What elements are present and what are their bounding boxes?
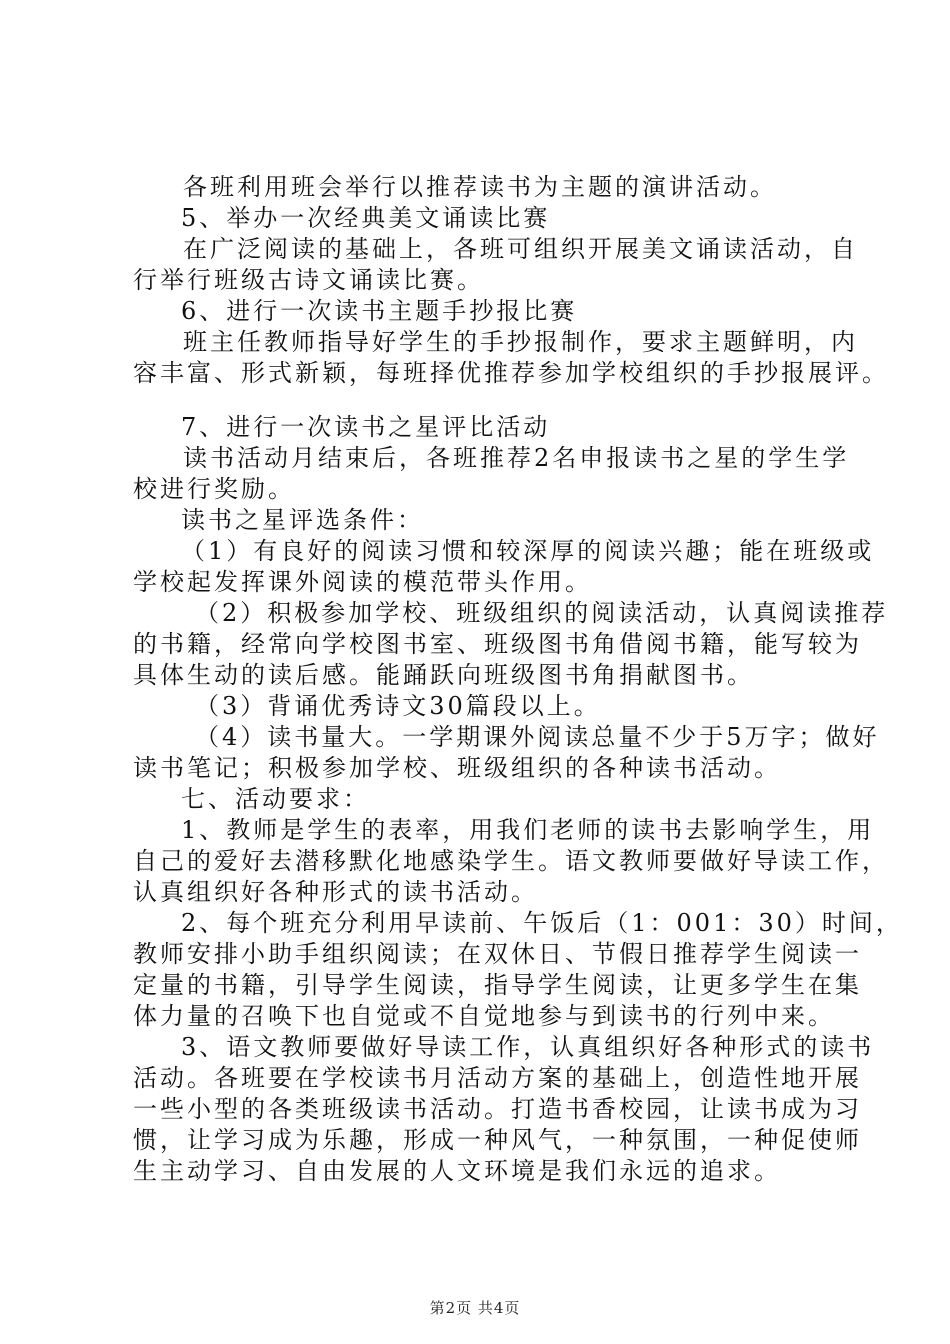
paragraph-line: 惯，让学习成为乐趣，形成一种风气，一种氛围，一种促使师 <box>133 1126 862 1154</box>
paragraph-line: 一些小型的各类班级读书活动。打造书香校园，让读书成为习 <box>133 1095 862 1123</box>
paragraph-line: 在广泛阅读的基础上，各班可组织开展美文诵读活动，自 <box>183 235 858 263</box>
paragraph-line: 体力量的召唤下也自觉或不自觉地参与到读书的行列中来。 <box>133 1002 835 1030</box>
paragraph-line: 生主动学习、自由发展的人文环境是我们永远的追求。 <box>133 1157 781 1185</box>
list-item: 2、每个班充分利用早读前、午饭后（1：001：30）时间， <box>181 909 903 937</box>
paragraph-line: 校进行奖励。 <box>133 475 295 503</box>
page-number-footer: 第2页 共4页 <box>429 1299 521 1317</box>
paragraph-line: 读书之星评选条件： <box>181 506 424 534</box>
paragraph-line: 读书活动月结束后，各班推荐2名申报读书之星的学生学 <box>183 444 850 472</box>
paragraph-line: 的书籍，经常向学校图书室、班级图书角借阅书籍，能写较为 <box>133 630 862 658</box>
paragraph-line: 行举行班级古诗文诵读比赛。 <box>133 266 484 294</box>
paragraph-line: 活动。各班要在学校读书月活动方案的基础上，创造性地开展 <box>133 1064 862 1092</box>
list-item: （1）有良好的阅读习惯和较深厚的阅读兴趣；能在班级或 <box>181 537 875 565</box>
section-heading: 6、进行一次读书主题手抄报比赛 <box>181 297 578 325</box>
list-item: 3、语文教师要做好导读工作，认真组织好各种形式的读书 <box>181 1033 875 1061</box>
paragraph-line: 自己的爱好去潜移默化地感染学生。语文教师要做好导读工作， <box>133 847 889 875</box>
paragraph-gap <box>133 389 833 412</box>
section-heading: 5、举办一次经典美文诵读比赛 <box>181 204 551 232</box>
paragraph-line: 认真组织好各种形式的读书活动。 <box>133 878 538 906</box>
section-heading: 7、进行一次读书之星评比活动 <box>181 413 551 441</box>
paragraph-line: 学校起发挥课外阅读的模范带头作用。 <box>133 568 592 596</box>
document-body <box>133 172 903 1187</box>
paragraph-line: 具体生动的读后感。能踊跃向班级图书角捐献图书。 <box>133 661 754 689</box>
paragraph-line: 读书笔记；积极参加学校、班级组织的各种读书活动。 <box>133 754 781 782</box>
paragraph-line: 各班利用班会举行以推荐读书为主题的演讲活动。 <box>183 173 777 201</box>
paragraph-line: 定量的书籍，引导学生阅读，指导学生阅读，让更多学生在集 <box>133 971 862 999</box>
paragraph-line: 教师安排小助手组织阅读；在双休日、节假日推荐学生阅读一 <box>133 940 862 968</box>
paragraph-line: 容丰富、形式新颖，每班择优推荐参加学校组织的手抄报展评。 <box>133 359 889 387</box>
list-item: （4）读书量大。一学期课外阅读总量不少于5万字；做好 <box>195 723 880 751</box>
paragraph-line: 班主任教师指导好学生的手抄报制作，要求主题鲜明，内 <box>183 328 858 356</box>
section-heading: 七、活动要求： <box>181 785 370 813</box>
list-item: （3）背诵优秀诗文30篇段以上。 <box>195 692 601 720</box>
list-item: （2）积极参加学校、班级组织的阅读活动，认真阅读推荐 <box>195 599 889 627</box>
list-item: 1、教师是学生的表率，用我们老师的读书去影响学生，用 <box>181 816 875 844</box>
